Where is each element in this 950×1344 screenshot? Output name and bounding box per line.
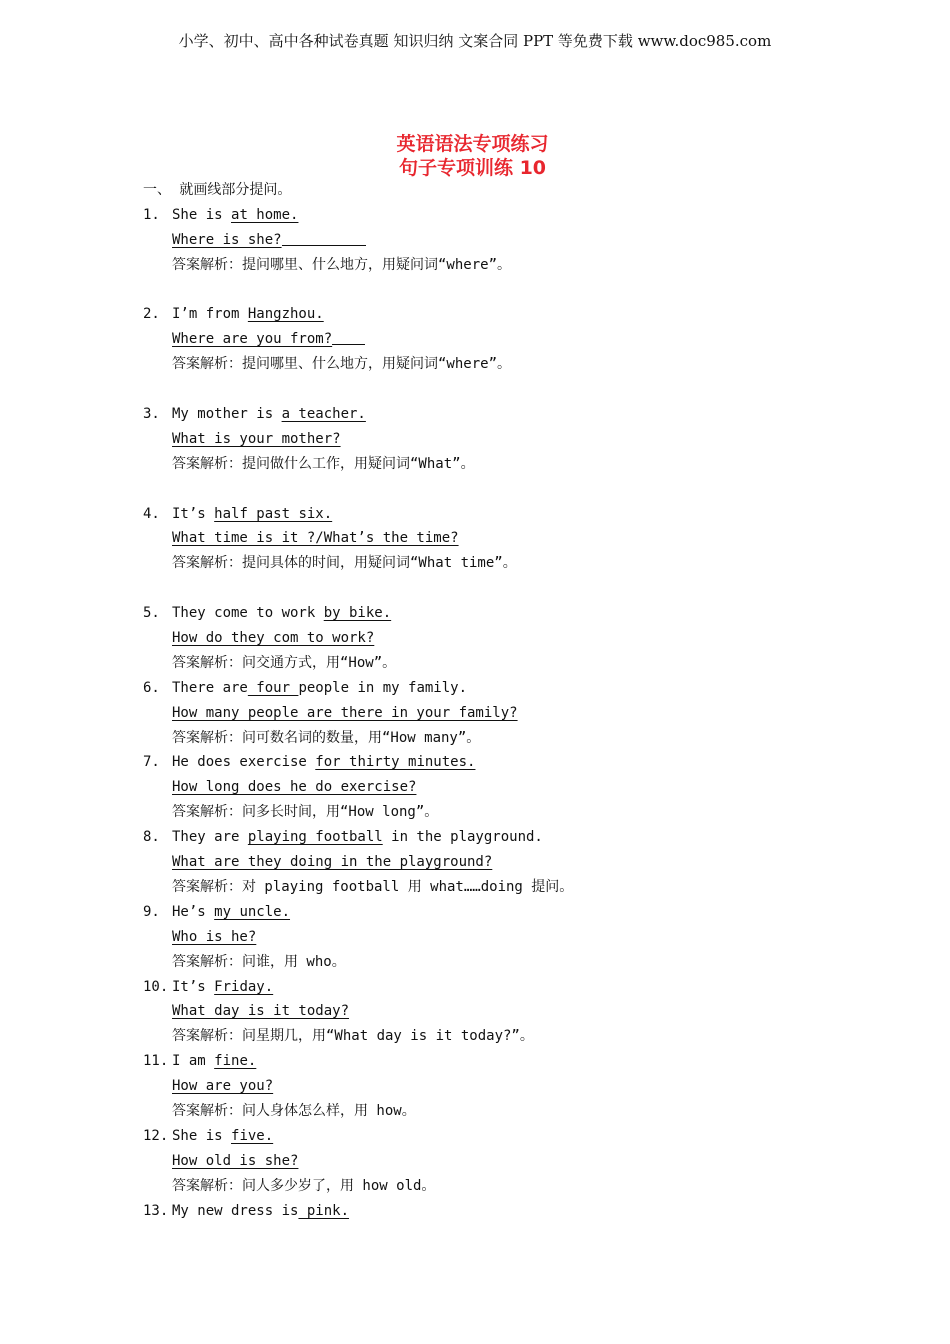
answer-11: How are you? — [172, 1078, 274, 1095]
underlined-part: Friday. — [214, 978, 274, 995]
document-title: 英语语法专项练习 — [396, 133, 549, 155]
underlined-part: a teacher. — [281, 406, 366, 423]
answer-6: How many people are there in your family? — [172, 704, 518, 721]
underlined-part: Hangzhou. — [247, 306, 324, 323]
underlined-part: five. — [231, 1127, 274, 1144]
explanation-3: 答案解析：提问做什么工作，用疑问词“What”。 — [172, 455, 475, 472]
question-9: 9. He’s my uncle. — [143, 903, 291, 920]
question-11: 11. I am fine. — [143, 1053, 257, 1070]
underlined-part: for thirty minutes. — [315, 754, 476, 771]
page-header: 小学、初中、高中各种试卷真题 知识归纳 文案合同 PPT 等免费下载 www.doc985.com — [178, 32, 772, 50]
question-13: 13. My new dress is pink. — [143, 1202, 350, 1219]
question-8: 8. They are playing football in the playground. — [143, 829, 543, 846]
question-1: 1. She is at home. — [143, 206, 299, 223]
answer-12: How old is she? — [172, 1152, 299, 1169]
question-5: 5. They come to work by bike. — [143, 605, 392, 622]
answer-8: What are they doing in the playground? — [172, 854, 493, 871]
explanation-7: 答案解析：问多长时间，用“How long”。 — [172, 804, 439, 821]
underlined-part: my uncle. — [214, 903, 291, 920]
underlined-part: half past six. — [214, 505, 333, 522]
answer-10: What day is it today? — [172, 1003, 350, 1020]
answer-2: Where are you from? — [143, 327, 903, 352]
question-6: 6. There are four people in my family. — [143, 679, 468, 696]
answer-blank — [332, 328, 365, 345]
answer-4: What time is it ?/What’s the time? — [172, 530, 459, 547]
explanation-12: 答案解析：问人多少岁了，用 how old。 — [172, 1177, 436, 1194]
explanation-2: 答案解析：提问哪里、什么地方，用疑问词“where”。 — [172, 356, 511, 373]
explanation-8: 答案解析：对 playing football 用 what……doing 提问。 — [172, 878, 574, 895]
underlined-part: pink. — [298, 1202, 350, 1219]
explanation-1: 答案解析：提问哪里、什么地方，用疑问词“where”。 — [172, 256, 511, 273]
underlined-part: playing football — [247, 829, 383, 846]
question-12: 12. She is five. — [143, 1127, 274, 1144]
answer-7: How long does he do exercise? — [172, 779, 417, 796]
question-2: 2. I’m from Hangzhou. — [143, 306, 324, 323]
document-subtitle: 句子专项训练 10 — [398, 157, 547, 179]
explanation-9: 答案解析：问谁，用 who。 — [172, 953, 346, 970]
explanation-5: 答案解析：问交通方式，用“How”。 — [172, 654, 397, 671]
underlined-part: by bike. — [323, 605, 392, 622]
answer-blank — [282, 229, 366, 246]
answer-3: What is your mother? — [172, 430, 341, 447]
explanation-4: 答案解析：提问具体的时间，用疑问词“What time”。 — [172, 555, 517, 572]
answer-1: Where is she? — [143, 228, 903, 253]
section-heading: 一、 就画线部分提问。 — [143, 182, 292, 198]
exercise-content — [143, 178, 903, 1223]
explanation-10: 答案解析：问星期几，用“What day is it today?”。 — [172, 1028, 534, 1045]
answer-5: How do they com to work? — [172, 630, 375, 647]
explanation-11: 答案解析：问人身体怎么样，用 how。 — [172, 1102, 416, 1119]
question-4: 4. It’s half past six. — [143, 505, 333, 522]
underlined-part: at home. — [231, 206, 299, 223]
underlined-part: fine. — [214, 1053, 257, 1070]
explanation-6: 答案解析：问可数名词的数量，用“How many”。 — [172, 729, 481, 746]
question-3: 3. My mother is a teacher. — [143, 406, 366, 423]
underlined-part: four — [247, 679, 299, 696]
question-10: 10. It’s Friday. — [143, 978, 274, 995]
answer-9: Who is he? — [172, 928, 257, 945]
question-7: 7. He does exercise for thirty minutes. — [143, 754, 476, 771]
